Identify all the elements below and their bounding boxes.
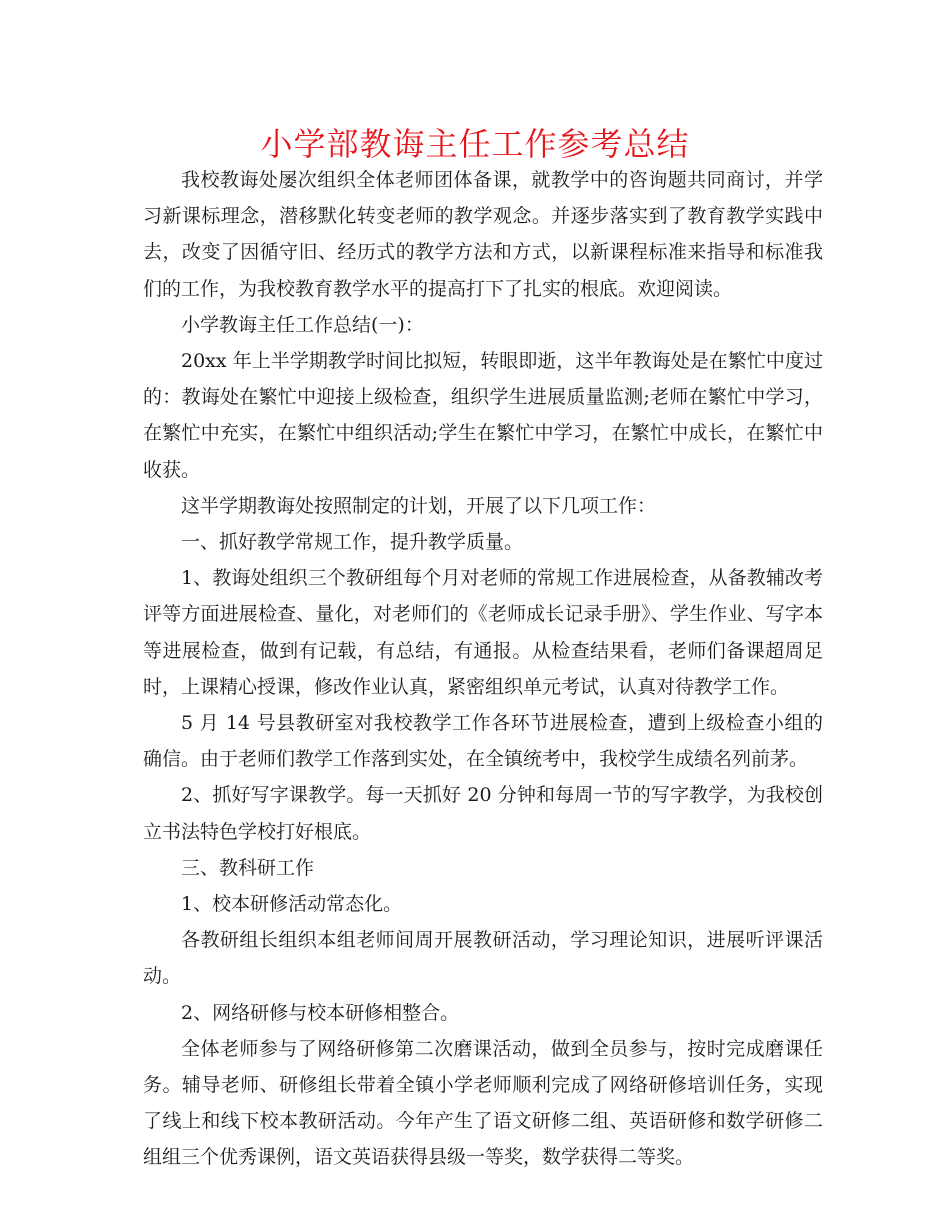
section-heading: 小学教诲主任工作总结(一)： bbox=[181, 313, 424, 336]
body-paragraph: 1、教诲处组织三个教研组每个月对老师的常规工作进展检查，从备教辅改考评等方面进展检查、量化，对老师们的《老师成长记录手册》、学生作业、写字本等进展检查，做到有记载，有总结，有通报。从检查结果看，老师们备课超周足时，上课精心授课，修改作业认真，紧密组织单元考试，认真对待教学工作。 bbox=[143, 567, 823, 698]
document-body bbox=[143, 162, 823, 1176]
document-title: 小学部教诲主任工作参考总结 bbox=[260, 125, 690, 163]
body-paragraph: 5 月 14 号县教研室对我校教学工作各环节进展检查，遭到上级检查小组的确信。由于老师们教学工作落到实处，在全镇统考中，我校学生成绩名列前茅。 bbox=[143, 712, 823, 771]
body-paragraph: 20xx 年上半学期教学时间比拟短，转眼即逝，这半年教诲处是在繁忙中度过的：教诲处在繁忙中迎接上级检查，组织学生进展质量监测;老师在繁忙中学习，在繁忙中充实，在繁忙中组织活动;学生在繁忙中学习，在繁忙中成长，在繁忙中收获。 bbox=[143, 350, 823, 481]
body-paragraph: 各教研组长组织本组老师间周开展教研活动，学习理论知识，进展听评课活动。 bbox=[143, 929, 823, 988]
body-paragraph: 全体老师参与了网络研修第二次磨课活动，做到全员参与，按时完成磨课任务。辅导老师、研修组长带着全镇小学老师顺利完成了网络研修培训任务，实现了线上和线下校本教研活动。今年产生了语文研修二组、英语研修和数学研修二组组三个优秀课例，语文英语获得县级一等奖，数学获得二等奖。 bbox=[143, 1037, 823, 1169]
body-paragraph: 2、抓好写字课教学。每一天抓好 20 分钟和每周一节的写字教学，为我校创立书法特色学校打好根底。 bbox=[143, 784, 823, 843]
section-heading: 一、抓好教学常规工作，提升教学质量。 bbox=[181, 531, 524, 554]
subsection-heading: 1、校本研修活动常态化。 bbox=[181, 893, 403, 916]
intro-paragraph: 我校教诲处屡次组织全体老师团体备课，就教学中的咨询题共同商讨，并学习新课标理念，潜移默化转变老师的教学观念。并逐步落实到了教育教学实践中去，改变了因循守旧、经历式的教学方法和方式，以新课程标准来指导和标准我们的工作，为我校教育教学水平的提高打下了扎实的根底。欢迎阅读。 bbox=[143, 169, 823, 300]
section-heading: 三、教科研工作 bbox=[181, 856, 315, 879]
subsection-heading: 2、网络研修与校本研修相整合。 bbox=[181, 1001, 460, 1024]
body-paragraph: 这半学期教诲处按照制定的计划，开展了以下几项工作： bbox=[181, 494, 657, 517]
